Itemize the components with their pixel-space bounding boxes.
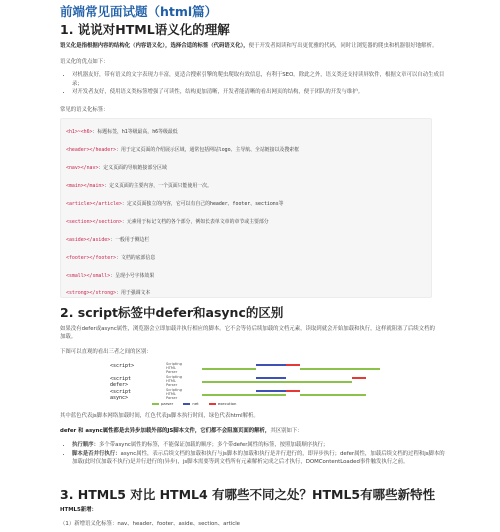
code-row: <article></article>：定义页面独立的内容，它可以有自己的header、footer、sections等 [66, 201, 284, 207]
section2-summary-rest: 其区别如下： [270, 428, 303, 434]
code-row: <header></header>：用于定义页面的介绍展示区域，通常包括网站logo、主导航、全站链接以及搜索框 [66, 147, 300, 153]
bar-parser [202, 368, 256, 370]
figure-legend [152, 401, 245, 406]
figure-row-label: <script defer> [110, 376, 132, 388]
figure-row-lanes: Scripting HTML Parser [166, 362, 182, 375]
section3-heading: 3. HTML5 对比 HTML4 有哪些不同之处？HTML5有哪些新特性 [60, 487, 436, 502]
figure-row-lanes: Scripting HTML Parser [166, 375, 182, 388]
section1-intro-rest: 便于开发者阅读和写出更优雅的代码，同时让浏览器的爬虫和机器很好地解析。 [248, 43, 438, 49]
bar-parser [202, 394, 286, 396]
semantic-tags-code-block [60, 118, 432, 298]
difference-item-1: • 执行顺序：多个带async属性的标签，不能保证加载的顺序；多个带defer属性的标签，按照加载顺序执行； [72, 441, 450, 450]
code-row: <section></section>：元素用于标记文档的各个部分，例如长表单文章的章节或主要部分 [66, 219, 269, 225]
bar-net [256, 364, 286, 366]
html5-new-label: HTML5新增： [60, 507, 97, 513]
section1-intro [60, 42, 438, 50]
bar-net [256, 377, 286, 379]
legend-parser: parser [152, 401, 173, 406]
section2-summary-bold: defer 和 async属性都是去异步加载外部的JS脚本文件，它们都不会阻塞页面的解析， [60, 428, 271, 434]
code-row: <strong></strong>：用于强调文本 [66, 290, 151, 296]
code-row: <h1>~<h6>：标题标签，h1等级最高，h6等级最低 [66, 129, 178, 135]
bar-net [256, 390, 286, 392]
bar-parser [300, 368, 380, 370]
section1-heading: 1. 说说对HTML语义化的理解 [60, 22, 230, 37]
code-row: <aside></aside>：一般用于侧边栏 [66, 237, 150, 243]
bar-execution [286, 390, 300, 392]
section1-intro-bold: 语义化是指根据内容的结构化（内容语义化），选择合适的标签（代码语义化）， [60, 43, 249, 49]
legend-net: net [183, 401, 198, 406]
figure-intro: 下图可以直观的看出三者之间的区别： [60, 349, 152, 355]
html5-new-item-1: （1）新增语义化标签：nav、header、footer、aside、section、article [60, 521, 241, 527]
section2-heading: 2. script标签中defer和async的区别 [60, 305, 284, 320]
figure-row-label: <script> [110, 363, 135, 369]
section2-summary [60, 427, 438, 435]
defer-async-differences [60, 441, 450, 467]
script-timing-figure [110, 360, 382, 405]
figure-row-lanes: Scripting HTML Parser [166, 388, 182, 401]
bar-parser [202, 381, 352, 383]
bar-execution [286, 364, 300, 366]
code-row: <nav></nav>：定义页面的导航链接部分区域 [66, 165, 167, 171]
figure-row-label: <script async> [110, 389, 132, 401]
section2-para1: 如果没有defer或async属性，浏览器会立即加载并执行相应的脚本。它不会等待后续加载的文档元素，读取到就会开始加载和执行，这样就阻塞了后续文档的加载。 [60, 326, 435, 340]
document-title: 前端常见面试题（html篇） [60, 4, 218, 19]
figure-caption: 其中蓝色代表js脚本网络加载时间，红色代表js脚本执行时间，绿色代表html解析。 [60, 413, 259, 419]
code-row: <footer></footer>：文档的底部信息 [66, 255, 156, 261]
advantages-list [60, 71, 450, 97]
code-row: <small></small>：呈现小号字体效果 [66, 273, 155, 279]
advantage-item-1: • 对机器友好，带有语义的文字表现力丰富，更适合搜索引擎的爬虫爬取有效信息，有利于SEO。除此之外，语义类还支持读屏软件，根据文章可以自动生成目录； [72, 71, 450, 88]
bar-parser [300, 394, 366, 396]
advantages-label: 语义化的优点如下： [60, 59, 109, 65]
common-tags-label: 常见的语义化标签： [60, 107, 109, 113]
code-row: <main></main>：定义页面的主要内容，一个页面只能使用一次。 [66, 183, 212, 189]
difference-item-2: • 脚本是否并行执行：async属性，表示后续文档的加载和执行与js脚本的加载和执行是并行进行的，即异步执行；defer属性，加载后续文档的过程和js脚本的加载(此时仅加载不执行)是并行进行的(异步)，js脚本需要等到文档所有元素解析完成之后才执行，DOMContentLoaded事件触发执行之前。 [72, 450, 450, 467]
bar-execution [352, 377, 366, 379]
advantage-item-2: • 对开发者友好，使用语义类标签增强了可读性，结构更加清晰，开发者能清晰的看出网页的结构，便于团队的开发与维护。 [72, 88, 450, 97]
legend-execution: execution [209, 401, 237, 406]
